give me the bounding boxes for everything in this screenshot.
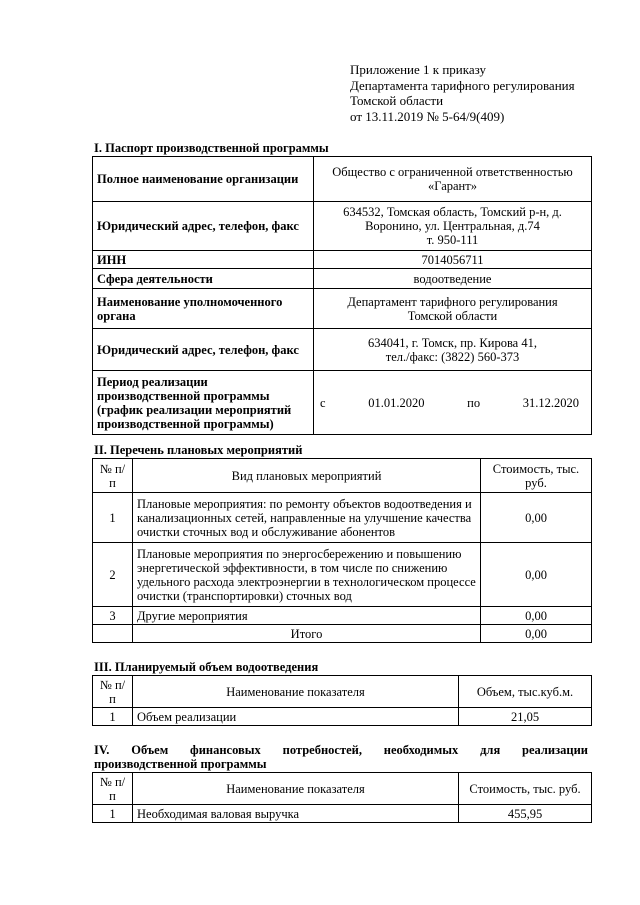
period-from-word: с bbox=[320, 395, 326, 410]
period-to: 31.12.2020 bbox=[522, 395, 579, 410]
passport-row bbox=[93, 269, 592, 289]
passport-value: 634532, Томская область, Томский р-н, д. Воронино, ул. Центральная, д.74 т. 950-111 bbox=[314, 202, 592, 251]
passport-label: Полное наименование организации bbox=[93, 157, 314, 202]
passport-label: Сфера деятельности bbox=[93, 269, 314, 289]
header-line-1: Приложение 1 к приказу bbox=[350, 62, 487, 77]
row-name: Необходимая валовая выручка bbox=[133, 805, 459, 823]
activities-table bbox=[92, 458, 592, 643]
volume-table bbox=[92, 675, 592, 726]
row-name: Плановые мероприятия по энергосбережению и повышению энергетической эффективности, в том числе по снижению удельного расхода электроэнергии в технологическом процессе очистки (транспортировки) сточных вод bbox=[133, 543, 481, 607]
table-total-row bbox=[93, 625, 592, 643]
row-cost: 0,00 bbox=[481, 543, 592, 607]
row-cost: 455,95 bbox=[459, 805, 592, 823]
row-value: 21,05 bbox=[459, 708, 592, 726]
section-3-title: III. Планируемый объем водоотведения bbox=[94, 660, 319, 674]
header-name: Вид плановых мероприятий bbox=[133, 459, 481, 493]
period-from: 01.01.2020 bbox=[368, 395, 425, 410]
header-num: № п/п bbox=[93, 459, 133, 493]
table-header-row bbox=[93, 459, 592, 493]
passport-row bbox=[93, 202, 592, 251]
passport-row bbox=[93, 157, 592, 202]
table-row bbox=[93, 805, 592, 823]
table-row bbox=[93, 493, 592, 543]
passport-label: Юридический адрес, телефон, факс bbox=[93, 202, 314, 251]
section-1-title: I. Паспорт производственной программы bbox=[94, 141, 329, 155]
passport-label: Юридический адрес, телефон, факс bbox=[93, 329, 314, 371]
header-name: Наименование показателя bbox=[133, 773, 459, 805]
row-num: 1 bbox=[93, 493, 133, 543]
table-row bbox=[93, 543, 592, 607]
row-num: 1 bbox=[93, 805, 133, 823]
total-cost: 0,00 bbox=[481, 625, 592, 643]
table-header-row bbox=[93, 676, 592, 708]
passport-value: Департамент тарифного регулирования Томской области bbox=[314, 289, 592, 329]
row-name: Плановые мероприятия: по ремонту объектов водоотведения и канализационных сетей, направленные на улучшение качества очистки сточных вод и обслуживание абонентов bbox=[133, 493, 481, 543]
row-name: Другие мероприятия bbox=[133, 607, 481, 625]
document-header bbox=[350, 62, 575, 124]
row-num: 1 bbox=[93, 708, 133, 726]
period-to-word: по bbox=[467, 395, 481, 410]
passport-label: Наименование уполномоченного органа bbox=[93, 289, 314, 329]
row-cost: 0,00 bbox=[481, 607, 592, 625]
header-line-4: от 13.11.2019 № 5-64/9(409) bbox=[350, 108, 505, 124]
table-row bbox=[93, 708, 592, 726]
passport-row bbox=[93, 251, 592, 269]
header-cost: Стоимость, тыс. руб. bbox=[459, 773, 592, 805]
section-4-title: IV. Объем финансовых потребностей, необходимых для реализации производственной программы bbox=[94, 743, 588, 771]
passport-row bbox=[93, 289, 592, 329]
section-2-title: II. Перечень плановых мероприятий bbox=[94, 443, 303, 457]
row-num: 2 bbox=[93, 543, 133, 607]
passport-value: водоотведение bbox=[314, 269, 592, 289]
passport-period-row bbox=[93, 371, 592, 435]
header-value: Объем, тыс.куб.м. bbox=[459, 676, 592, 708]
passport-value: Общество с ограниченной ответственностью «Гарант» bbox=[314, 157, 592, 202]
passport-value: 7014056711 bbox=[314, 251, 592, 269]
row-num: 3 bbox=[93, 607, 133, 625]
row-cost: 0,00 bbox=[481, 493, 592, 543]
table-header-row bbox=[93, 773, 592, 805]
table-row bbox=[93, 607, 592, 625]
total-label: Итого bbox=[133, 625, 481, 643]
header-num: № п/п bbox=[93, 676, 133, 708]
row-name: Объем реализации bbox=[133, 708, 459, 726]
passport-row bbox=[93, 329, 592, 371]
passport-table bbox=[92, 156, 592, 435]
header-line-2: Департамента тарифного регулирования bbox=[350, 77, 575, 93]
passport-label: ИНН bbox=[93, 251, 314, 269]
header-name: Наименование показателя bbox=[133, 676, 459, 708]
period-label: Период реализации производственной программы (график реализации мероприятий производственной программы) bbox=[93, 371, 314, 435]
passport-value: 634041, г. Томск, пр. Кирова 41, тел./факс: (3822) 560-373 bbox=[314, 329, 592, 371]
period-value bbox=[314, 371, 592, 435]
header-num: № п/п bbox=[93, 773, 133, 805]
financial-table bbox=[92, 772, 592, 823]
header-line-3: Томской области bbox=[350, 93, 444, 108]
header-cost: Стоимость, тыс. руб. bbox=[481, 459, 592, 493]
